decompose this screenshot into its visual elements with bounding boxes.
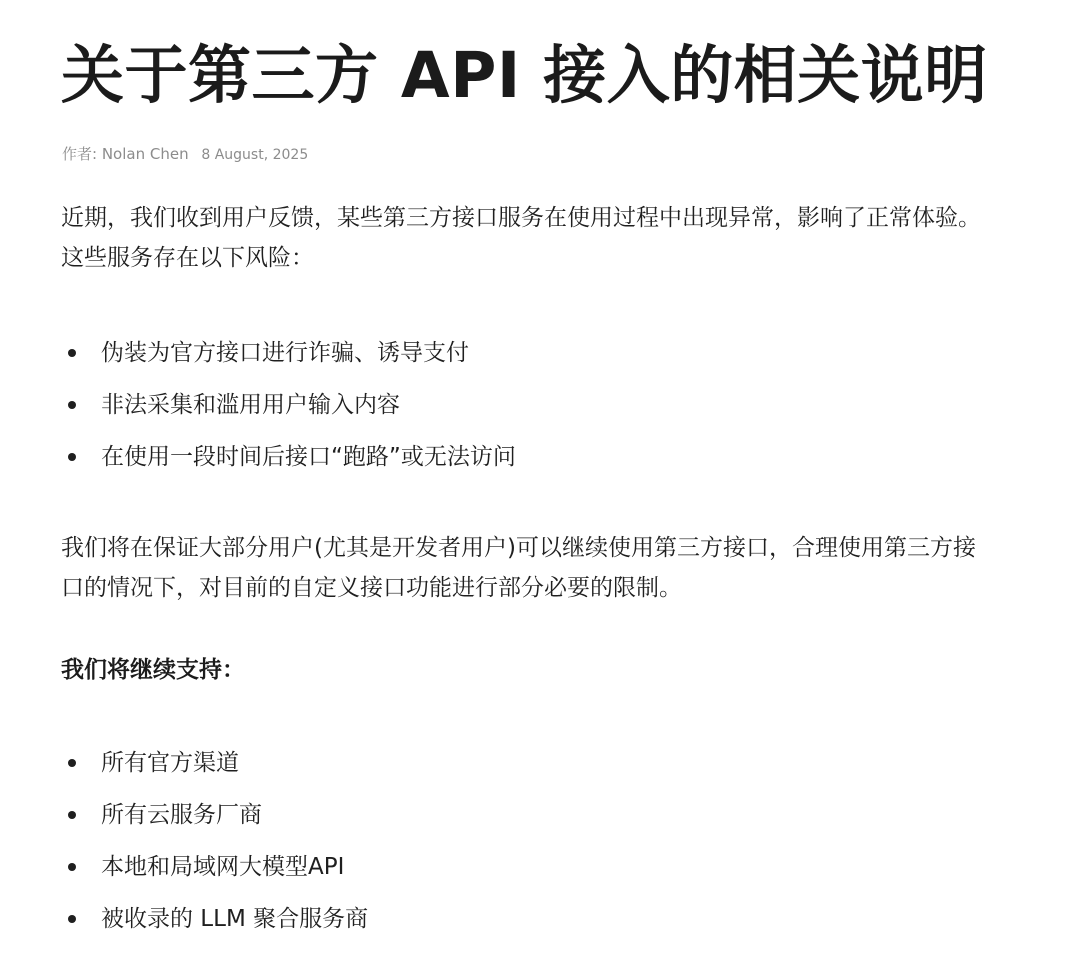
policy-paragraph: 我们将在保证大部分用户(尤其是开发者用户)可以继续使用第三方接口，合理使用第三方接口的情况下，对目前的自定义接口功能进行部分必要的限制。 xyxy=(61,535,976,601)
supported-list xyxy=(61,737,368,945)
list-item xyxy=(61,841,368,893)
list-item xyxy=(61,789,368,841)
bullet-dot-icon xyxy=(68,401,76,409)
list-item-text: 所有官方渠道 xyxy=(101,750,239,776)
list-item-text: 本地和局域网大模型API xyxy=(101,854,345,880)
author-byline: 作者: Nolan Chen xyxy=(62,145,189,163)
bullet-dot-icon xyxy=(68,349,76,357)
list-item xyxy=(61,379,516,431)
list-item xyxy=(61,327,516,379)
bullet-dot-icon xyxy=(68,811,76,819)
bullet-dot-icon xyxy=(68,759,76,767)
page-title: 关于第三方 API 接入的相关说明 xyxy=(61,39,988,112)
list-item-text: 在使用一段时间后接口“跑路”或无法访问 xyxy=(101,444,516,470)
list-item xyxy=(61,893,368,945)
bullet-dot-icon xyxy=(68,453,76,461)
list-item xyxy=(61,737,368,789)
list-item-text: 被收录的 LLM 聚合服务商 xyxy=(101,906,369,932)
article-meta xyxy=(62,143,308,166)
bullet-dot-icon xyxy=(68,915,76,923)
list-item-text: 所有云服务厂商 xyxy=(101,802,262,828)
publish-date: 8 August, 2025 xyxy=(201,147,309,163)
intro-paragraph: 近期，我们收到用户反馈，某些第三方接口服务在使用过程中出现异常，影响了正常体验。这些服务存在以下风险： xyxy=(61,205,981,271)
risk-list xyxy=(61,327,516,483)
list-item-text: 非法采集和滥用用户输入内容 xyxy=(101,392,400,418)
supported-heading: 我们将继续支持： xyxy=(61,657,245,683)
list-item xyxy=(61,431,516,483)
list-item-text: 伪装为官方接口进行诈骗、诱导支付 xyxy=(101,340,469,366)
bullet-dot-icon xyxy=(68,863,76,871)
